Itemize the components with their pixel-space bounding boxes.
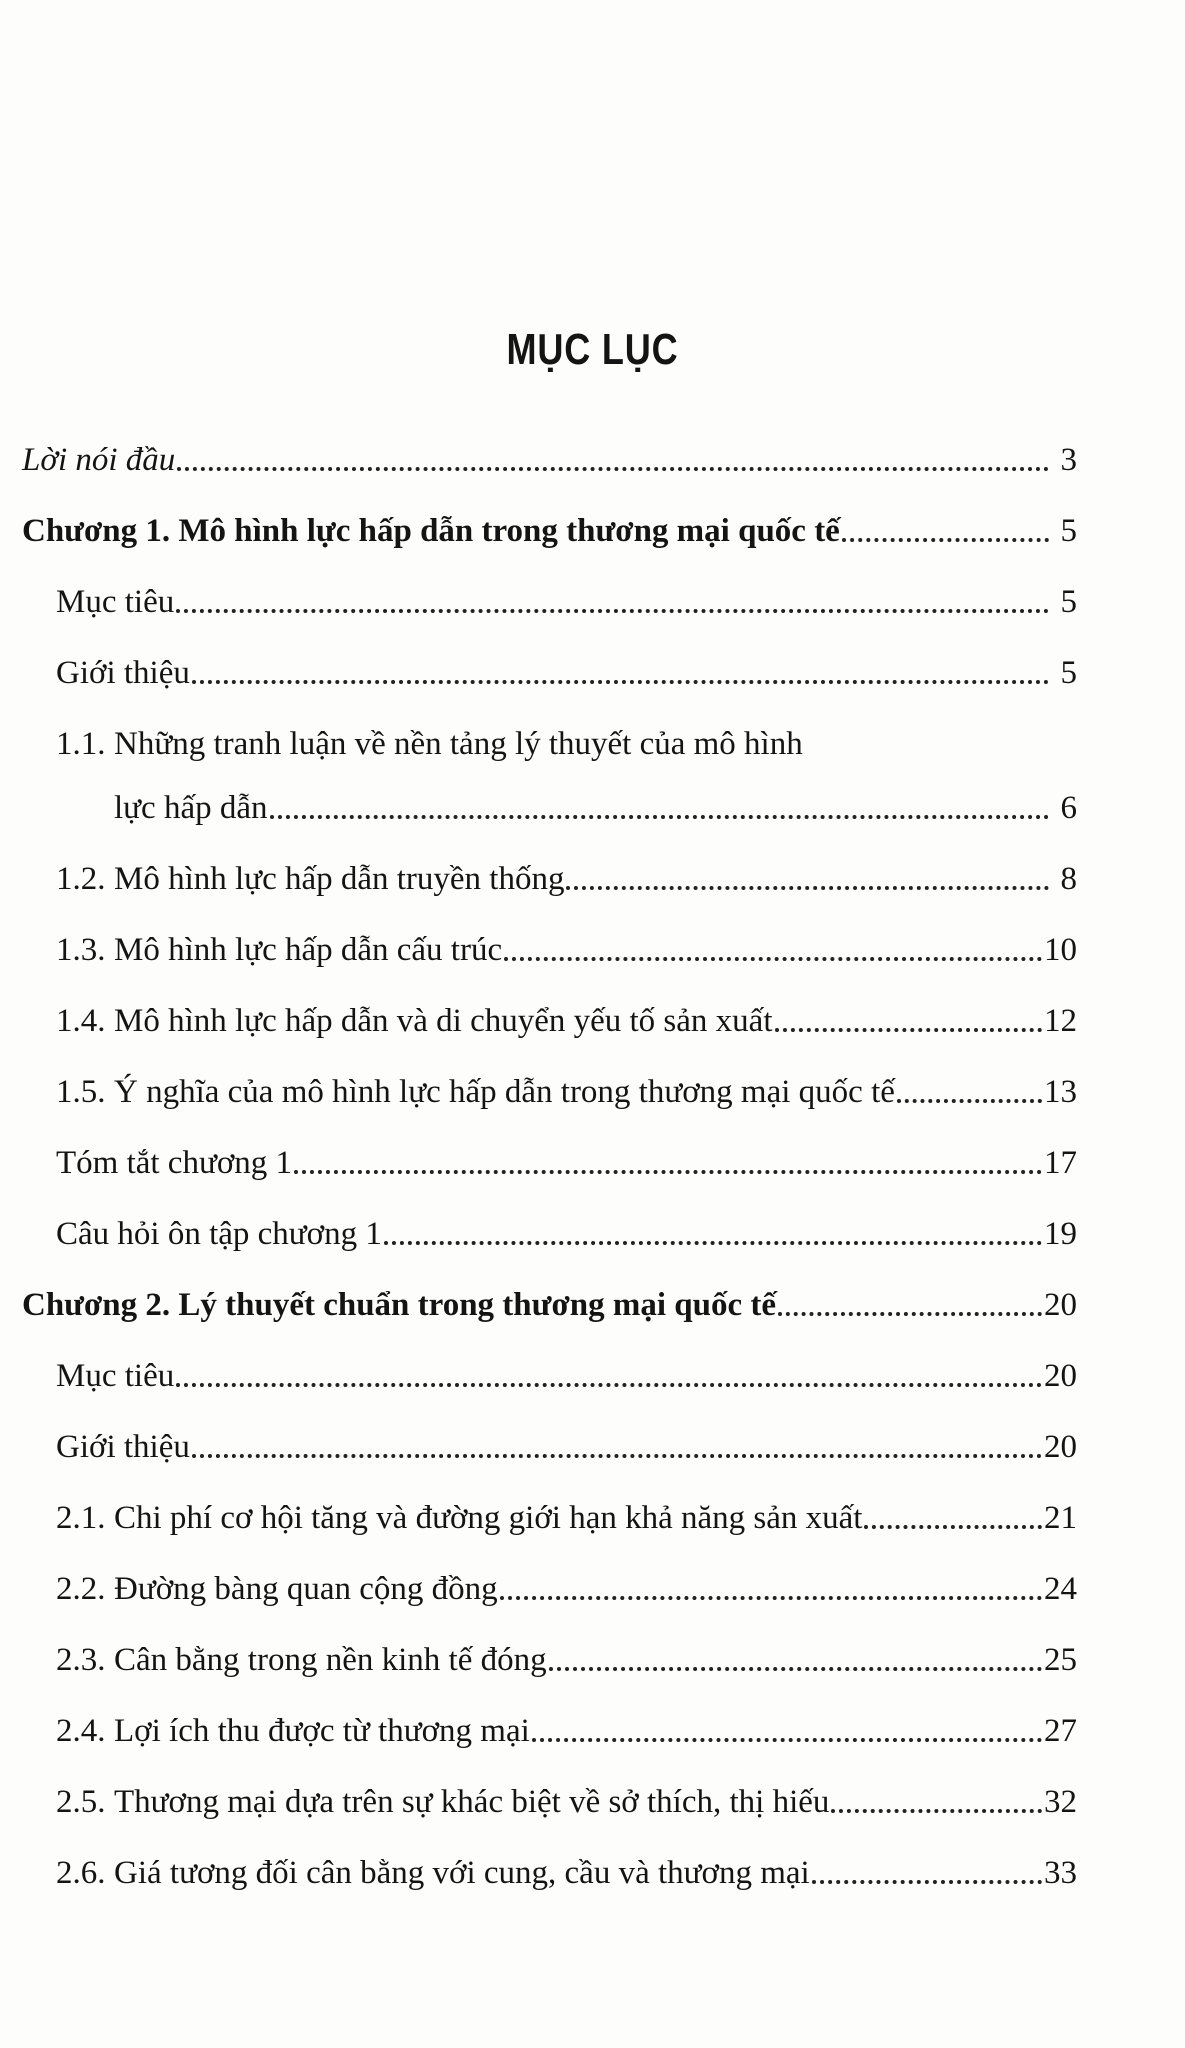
- toc-entry-text: Mục tiêu: [56, 584, 175, 620]
- toc-entry[interactable]: [22, 724, 1077, 828]
- toc-page-number: 17: [1044, 1145, 1077, 1181]
- toc-entry-text: Mô hình lực hấp dẫn cấu trúc: [114, 932, 503, 968]
- toc-page-number: 8: [1060, 861, 1077, 897]
- toc-entry-text: Mô hình lực hấp dẫn và di chuyển yếu tố sản xuất: [114, 1003, 773, 1039]
- toc-entry-text: Mô hình lực hấp dẫn truyền thống: [114, 861, 565, 897]
- toc-page-number: 32: [1044, 1784, 1077, 1820]
- toc-page-number: 24: [1044, 1571, 1077, 1607]
- dot-leader: [176, 608, 1049, 613]
- toc-section-number: 2.2.: [56, 1571, 106, 1607]
- toc-page-number: 27: [1044, 1713, 1077, 1749]
- dot-leader: [778, 1311, 1042, 1316]
- toc-entry[interactable]: [22, 653, 1077, 693]
- table-of-contents: [22, 440, 1077, 1924]
- toc-entry-text: Đường bàng quan cộng đồng: [114, 1571, 498, 1607]
- toc-chapter-1[interactable]: [22, 511, 1077, 551]
- toc-entry-text: Những tranh luận về nền tảng lý thuyết của mô hình: [114, 726, 803, 762]
- toc-entry-text: Giá tương đối cân bằng với cung, cầu và thương mại: [114, 1855, 810, 1891]
- dot-leader: [192, 1453, 1042, 1458]
- toc-section-number: 1.4.: [56, 1003, 106, 1039]
- toc-entry[interactable]: [22, 859, 1077, 899]
- toc-entry-text: Giới thiệu: [56, 655, 190, 691]
- dot-leader: [842, 537, 1049, 542]
- toc-entry[interactable]: [22, 1782, 1077, 1822]
- toc-entry[interactable]: [22, 1569, 1077, 1609]
- dot-leader: [831, 1808, 1042, 1813]
- dot-leader: [549, 1666, 1042, 1671]
- toc-entry-text: Chương 2. Lý thuyết chuẩn trong thương mại quốc tế: [22, 1287, 776, 1323]
- toc-section-number: 2.1.: [56, 1500, 106, 1536]
- toc-entry-text: Cân bằng trong nền kinh tế đóng: [114, 1642, 547, 1678]
- toc-section-number: 1.1.: [56, 726, 106, 762]
- toc-entry-text-continued: lực hấp dẫn: [114, 790, 268, 826]
- toc-page-number: 5: [1060, 655, 1077, 691]
- toc-entry[interactable]: [22, 930, 1077, 970]
- toc-page-number: 13: [1044, 1074, 1077, 1110]
- toc-entry-preface[interactable]: [22, 440, 1077, 480]
- toc-page-number: 20: [1044, 1358, 1077, 1394]
- toc-entry[interactable]: [22, 582, 1077, 622]
- toc-page-number: 5: [1060, 584, 1077, 620]
- toc-page-number: 3: [1060, 442, 1077, 478]
- page-title: MỤC LỤC: [506, 325, 679, 374]
- toc-entry[interactable]: [22, 1427, 1077, 1467]
- toc-page-number: 20: [1044, 1287, 1077, 1323]
- dot-leader: [294, 1169, 1042, 1174]
- dot-leader: [270, 814, 1050, 819]
- dot-leader: [864, 1524, 1042, 1529]
- toc-entry-text: Mục tiêu: [56, 1358, 175, 1394]
- toc-entry-text: Thương mại dựa trên sự khác biệt về sở thích, thị hiếu: [114, 1784, 830, 1820]
- toc-entry-text: Giới thiệu: [56, 1429, 190, 1465]
- toc-section-number: 1.3.: [56, 932, 106, 968]
- toc-entry[interactable]: [22, 1853, 1077, 1893]
- toc-page-number: 33: [1044, 1855, 1077, 1891]
- toc-entry[interactable]: [22, 1356, 1077, 1396]
- dot-leader: [177, 466, 1049, 471]
- dot-leader: [504, 956, 1042, 961]
- dot-leader: [775, 1027, 1043, 1032]
- toc-page-number: 20: [1044, 1429, 1077, 1465]
- toc-entry-text: Tóm tắt chương 1: [56, 1145, 293, 1181]
- toc-entry-text: Ý nghĩa của mô hình lực hấp dẫn trong thương mại quốc tế: [114, 1074, 895, 1110]
- toc-entry[interactable]: [22, 1001, 1077, 1041]
- dot-leader: [176, 1382, 1042, 1387]
- toc-entry-text: Chi phí cơ hội tăng và đường giới hạn khả năng sản xuất: [114, 1500, 863, 1536]
- dot-leader: [532, 1737, 1042, 1742]
- toc-page-number: 21: [1044, 1500, 1077, 1536]
- toc-page-number: 25: [1044, 1642, 1077, 1678]
- toc-page-number: 19: [1044, 1216, 1077, 1252]
- toc-entry-text: Câu hỏi ôn tập chương 1: [56, 1216, 382, 1252]
- toc-entry[interactable]: [22, 1214, 1077, 1254]
- toc-section-number: 2.5.: [56, 1784, 106, 1820]
- toc-section-number: 1.2.: [56, 861, 106, 897]
- toc-page-number: 12: [1044, 1003, 1077, 1039]
- dot-leader: [566, 885, 1049, 890]
- dot-leader: [897, 1098, 1042, 1103]
- toc-chapter-2[interactable]: [22, 1285, 1077, 1325]
- toc-page-number: 6: [1060, 790, 1077, 826]
- dot-leader: [384, 1240, 1042, 1245]
- toc-section-number: 2.4.: [56, 1713, 106, 1749]
- toc-entry[interactable]: [22, 1143, 1077, 1183]
- toc-page-number: 5: [1060, 513, 1077, 549]
- toc-page-number: 10: [1044, 932, 1077, 968]
- toc-entry-text: Lời nói đầu: [22, 442, 176, 478]
- toc-section-number: 2.3.: [56, 1642, 106, 1678]
- dot-leader: [192, 679, 1049, 684]
- toc-entry-text: Lợi ích thu được từ thương mại: [114, 1713, 530, 1749]
- toc-entry[interactable]: [22, 1072, 1077, 1112]
- toc-section-number: 2.6.: [56, 1855, 106, 1891]
- toc-entry-text: Chương 1. Mô hình lực hấp dẫn trong thương mại quốc tế: [22, 513, 840, 549]
- dot-leader: [812, 1879, 1042, 1884]
- toc-section-number: 1.5.: [56, 1074, 106, 1110]
- dot-leader: [500, 1595, 1042, 1600]
- toc-entry[interactable]: [22, 1640, 1077, 1680]
- toc-entry[interactable]: [22, 1711, 1077, 1751]
- toc-entry[interactable]: [22, 1498, 1077, 1538]
